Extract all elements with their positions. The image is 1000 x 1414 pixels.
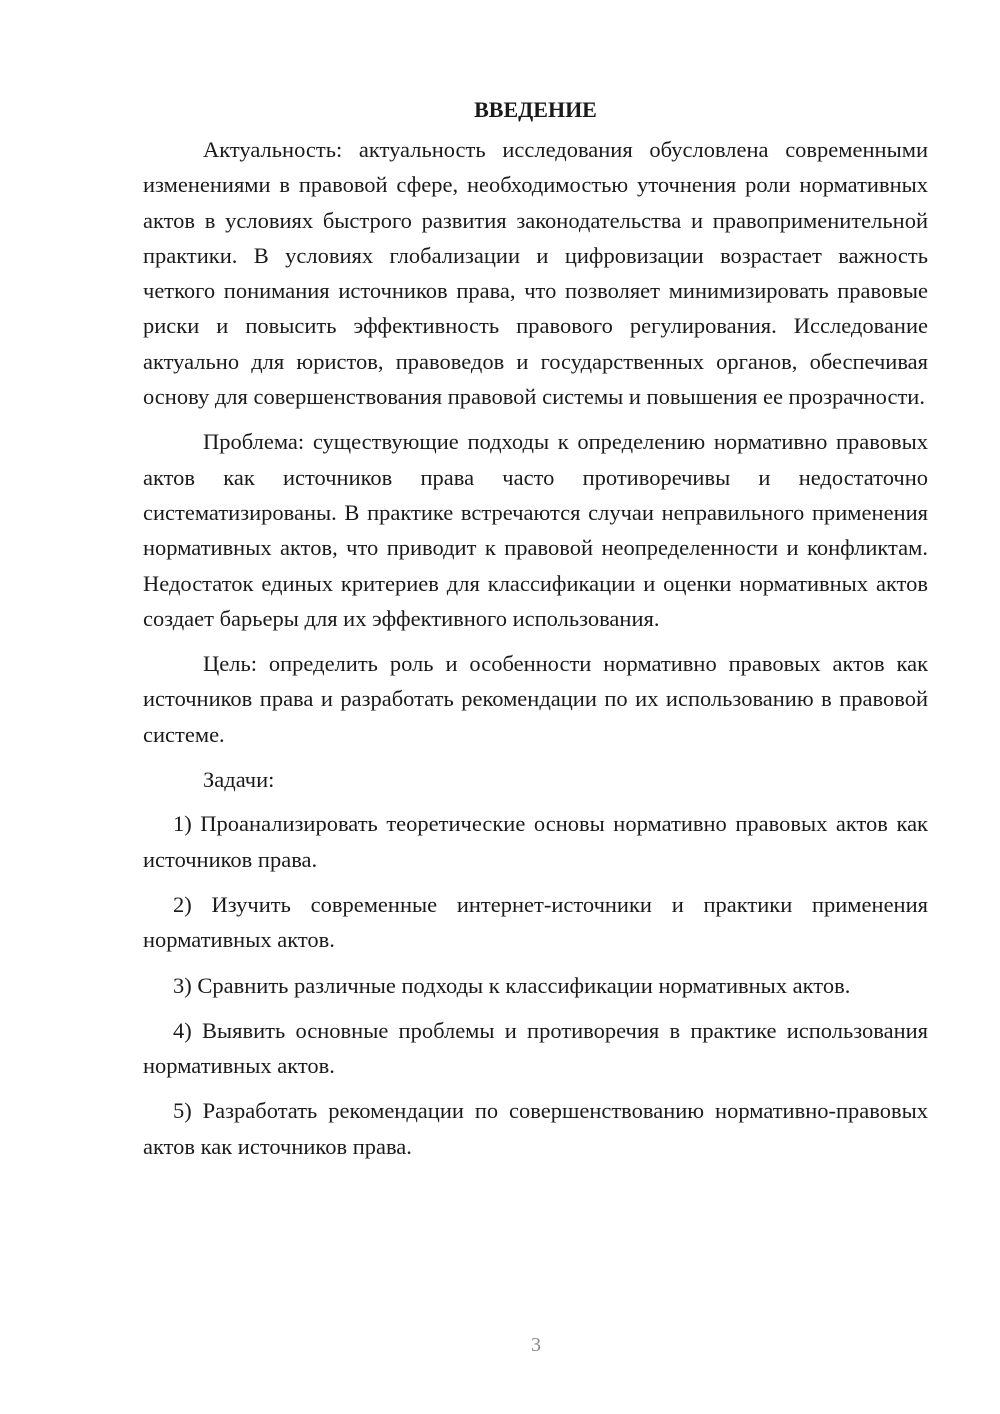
task-item-5: 5) Разработать рекомендации по совершенствованию нормативно-правовых актов как источников права.	[143, 1098, 928, 1159]
paragraph-problem: Проблема: существующие подходы к определению нормативно правовых актов как источников права часто противоречивы и недостаточно систематизированы. В практике встречаются случаи неправильного применения нормативных актов, что приводит к правовой неопределенности и конфликтам. Недостаток единых критериев для классификации и оценки нормативных актов создает барьеры для их эффективного использования.	[143, 429, 928, 631]
task-item-2: 2) Изучить современные интернет-источники и практики применения нормативных актов.	[143, 891, 928, 953]
page-number: 3	[531, 1334, 541, 1356]
document-title: ВВЕДЕНИЕ	[474, 97, 597, 122]
document-page	[143, 92, 928, 1164]
paragraph-relevance: Актуальность: актуальность исследования обусловлена современными изменениями в правовой сфере, необходимостью уточнения роли нормативных актов в условиях быстрого развития законодательства и правоприменительной практики. В условиях глобализации и цифровизации возрастает важность четкого понимания источников права, что позволяет минимизировать правовые риски и повысить эффективность правового регулирования. Исследование актуально для юристов, правоведов и государственных органов, обеспечивая основу для совершенствования правовой системы и повышения ее прозрачности.	[143, 137, 928, 410]
paragraph-goal: Цель: определить роль и особенности нормативно правовых актов как источников права и разработать рекомендации по их использованию в правовой системе.	[143, 651, 928, 747]
task-item-4: 4) Выявить основные проблемы и противоречия в практике использования нормативных актов.	[143, 1017, 928, 1079]
task-item-1: 1) Проанализировать теоретические основы нормативно правовых актов как источников права.	[143, 811, 928, 872]
tasks-heading: Задачи:	[203, 767, 275, 793]
task-item-3: 3) Сравнить различные подходы к классификации нормативных актов.	[173, 972, 851, 998]
